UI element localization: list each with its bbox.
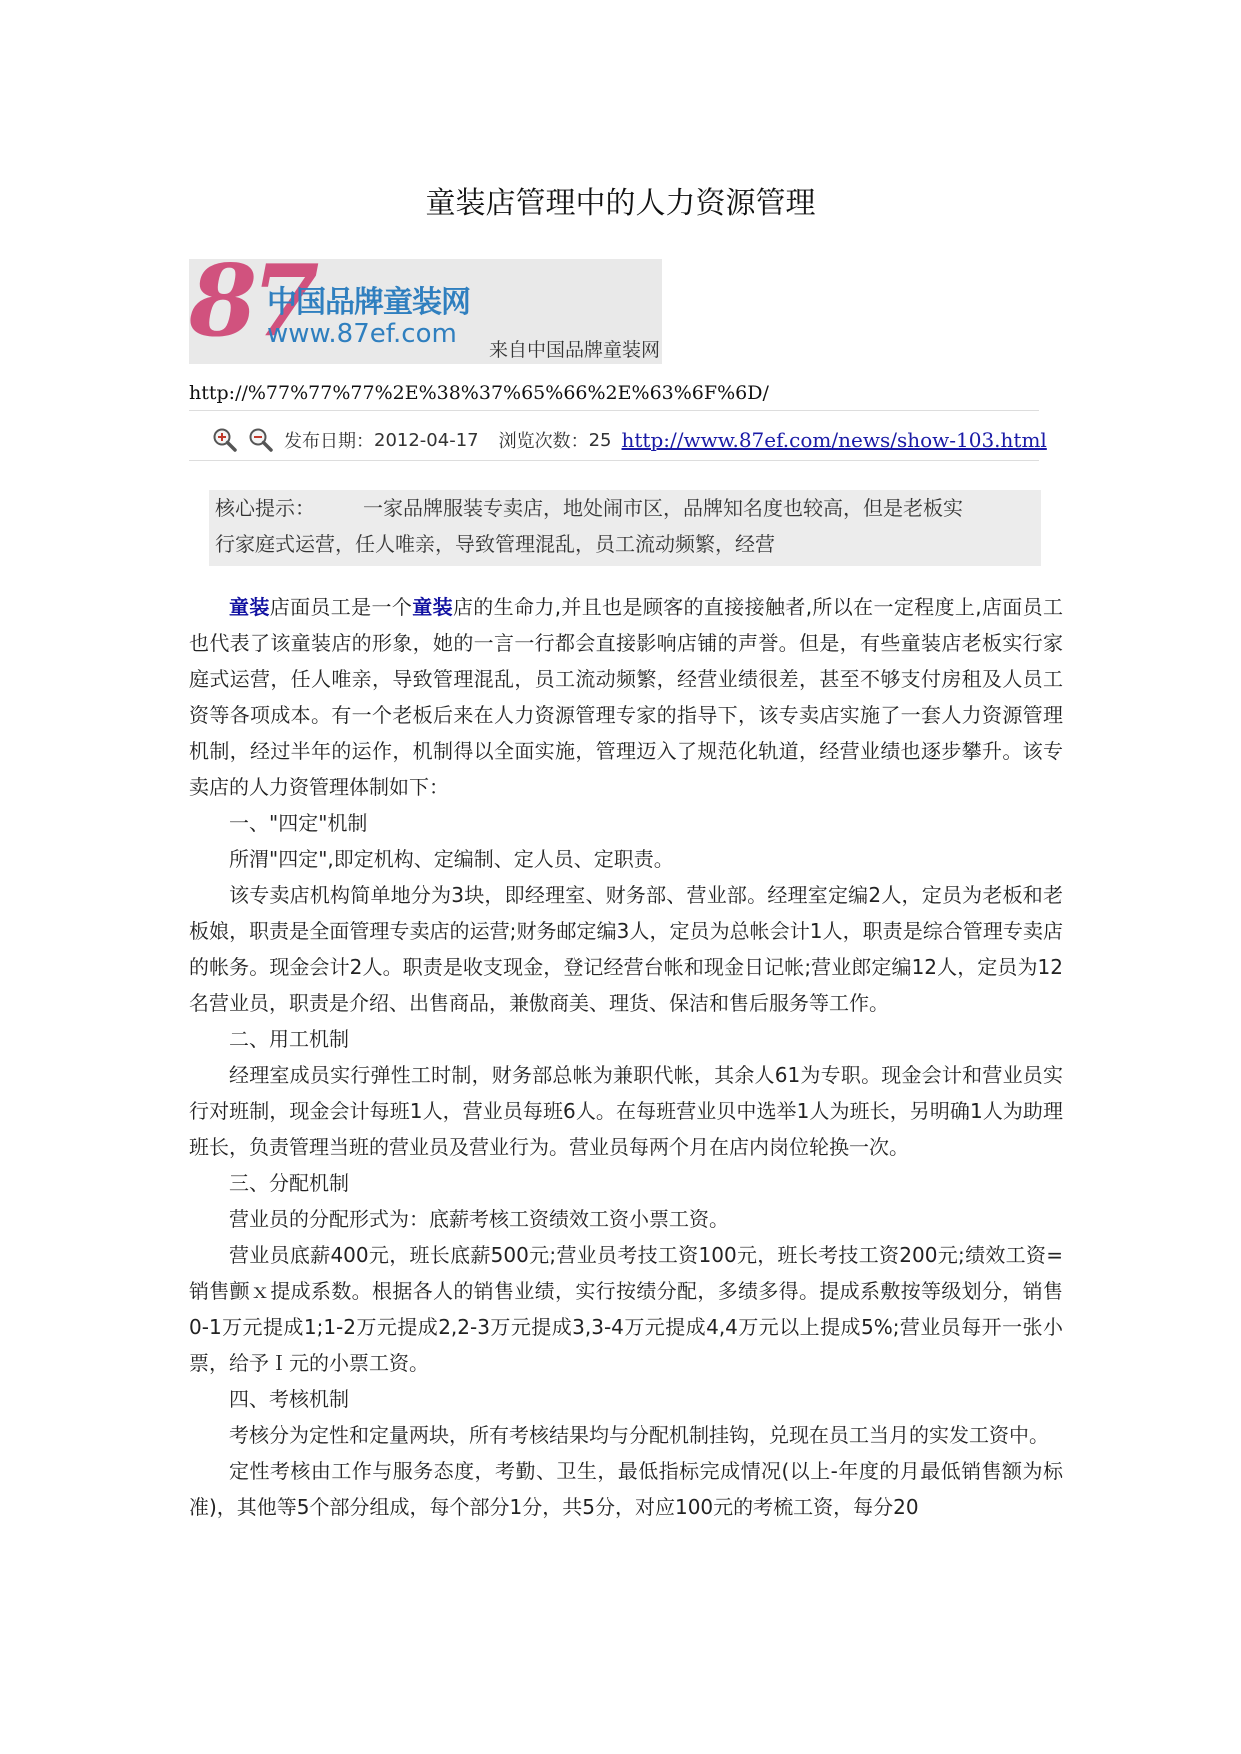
- logo-site-url: www.87ef.com: [267, 319, 457, 349]
- paragraph: 所渭"四定",即定机构、定编制、定人员、定职责。: [229, 847, 674, 871]
- keyword-link[interactable]: 童装: [412, 595, 453, 619]
- section-heading-1: 一、"四定"机制: [229, 811, 368, 835]
- section-heading-4: 四、考核机制: [229, 1387, 349, 1411]
- publish-date: 2012-04-17: [374, 429, 479, 451]
- section-heading-2: 二、用工机制: [229, 1027, 349, 1051]
- summary-line-1: 一家品牌服装专卖店，地处闹市区，品牌知名度也较高，但是老板实: [363, 496, 963, 520]
- divider-bottom: [189, 460, 1039, 461]
- view-count: 25: [588, 429, 612, 451]
- publish-date-label: 发布日期：: [284, 431, 374, 452]
- paragraph: 经理室成员实行弹性工时制，财务部总帐为兼职代帐，其余人61为专职。现金会计和营业员实行对班制，现金会计每班1人，营业员每班6人。在每班营业贝中选举1人为班长，另明确1人为助理班长，负责管理当班的营业员及营业行为。营业员每两个月在店内岗位轮换一次。: [189, 1063, 1063, 1159]
- encoded-url: http://%77%77%77%2E%38%37%65%66%2E%63%6F%6D/: [189, 382, 769, 404]
- page-title: 童装店管理中的人力资源管理: [425, 186, 816, 221]
- article-body: [189, 589, 1063, 1525]
- zoom-out-icon[interactable]: [248, 427, 274, 453]
- paragraph: 该专卖店机构简单地分为3块，即经理室、财务部、营业部。经理室定编2人，定员为老板和老板娘，职责是全面管理专卖店的运营;财务邮定编3人，定员为总帐会计1人，职责是综合管理专卖店的帐务。现金会计2人。职责是收支现金，登记经营台帐和现金日记帐;营业郎定编12人，定员为12名营业员，职责是介绍、出售商品，兼傲商美、理货、保洁和售后服务等工作。: [189, 883, 1063, 1015]
- paragraph-intro: [189, 589, 1063, 805]
- zoom-in-icon[interactable]: [212, 427, 238, 453]
- logo-number: 87: [189, 244, 314, 359]
- divider-top: [189, 410, 1039, 411]
- summary-line-2: 行家庭式运营，任人唯亲，导致管理混乱，员工流动频繁，经营: [215, 532, 775, 556]
- paragraph-text: 店面员工是一个: [269, 595, 413, 619]
- summary-label: 核心提示：: [215, 496, 315, 520]
- paragraph-text: 店的生命力,并且也是顾客的直接接触者,所以在一定程度上,店面员工也代表了该童装店的形象，她的一言一行都会直接影响店铺的声誉。但是，有些童装店老板实行家庭式运营，任人唯亲，导致管理混乱，员工流动频繁，经营业绩很差，甚至不够支付房租及人员工资等各项成本。有一个老板后来在人力资源管理专家的指导下，该专卖店实施了一套人力资源管理机制，经过半年的运作，机制得以全面实施，管理迈入了规范化轨道，经营业绩也逐步攀升。该专卖店的人力资管理体制如下：: [189, 595, 1064, 799]
- logo-site-name: 中国品牌童装网: [267, 285, 470, 320]
- paragraph: 营业员的分配形式为：底薪考核工资绩效工资小票工资。: [229, 1207, 729, 1231]
- logo-caption: 来自中国品牌童装网: [488, 339, 660, 361]
- summary-box: [209, 490, 1041, 566]
- article-meta: [212, 424, 1047, 456]
- paragraph: 定性考核由工作与服务态度，考勤、卫生，最低指标完成情况(以上-年度的月最低销售额为标准)，其他等5个部分组成，每个部分1分，共5分，对应100元的考梳工资，每分20: [189, 1459, 1063, 1519]
- article-link[interactable]: http://www.87ef.com/news/show-103.html: [621, 428, 1047, 452]
- paragraph: 营业员底薪400元，班长底薪500元;营业员考技工资100元，班长考技工资200元;绩效工资=销售颤ｘ提成系数。根据各人的销售业绩，实行按绩分配，多绩多得。提成系敷按等级划分，销售0-1万元提成1;1-2万元提成2,2-3万元提成3,3-4万元提成4,4万元以上提成5%;营业员每开一张小票，给予Ｉ元的小票工资。: [189, 1243, 1063, 1375]
- paragraph: 考核分为定性和定量两块，所有考核结果均与分配机制挂钩，兑现在员工当月的实发工资中。: [229, 1423, 1049, 1447]
- view-count-label: 浏览次数：: [498, 431, 589, 452]
- section-heading-3: 三、分配机制: [229, 1171, 349, 1195]
- keyword-link[interactable]: 童装: [229, 595, 270, 619]
- site-logo: [189, 244, 662, 364]
